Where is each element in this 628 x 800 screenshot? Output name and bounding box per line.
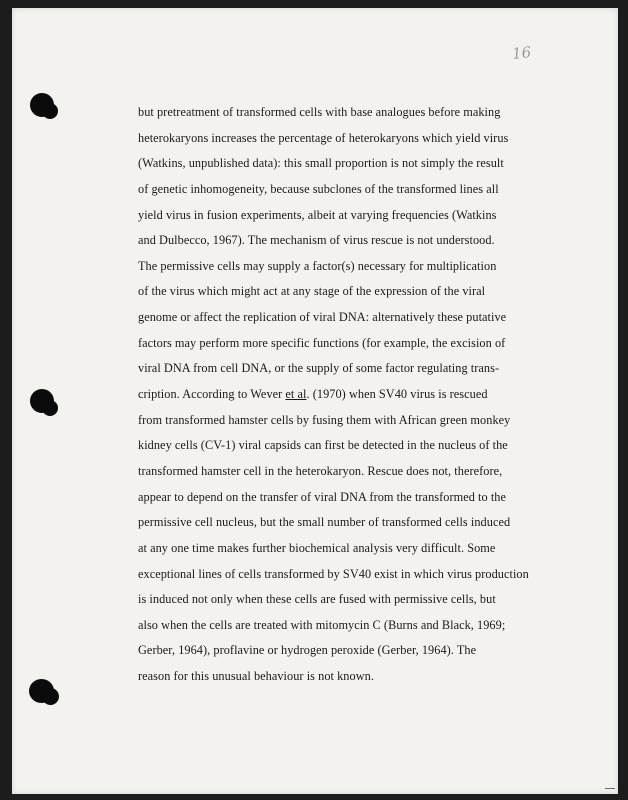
text-line-20: is induced not only when these cells are fused with permissive cells, but	[138, 592, 496, 607]
text-line-3: (Watkins, unpublished data): this small proportion is not simply the result	[138, 156, 504, 171]
document-page	[12, 8, 618, 794]
text-line-9: genome or affect the replication of viral DNA: alternatively these putative	[138, 310, 507, 325]
text-line-1: but pretreatment of transformed cells with base analogues before making	[138, 105, 501, 119]
text-line-10: factors may perform more specific functions (for example, the excision of	[138, 335, 506, 350]
text-line-14: kidney cells (CV-1) viral capsids can first be detected in the nucleus of the	[138, 438, 508, 453]
handwritten-page-number: 16	[511, 43, 532, 63]
text-line-17: permissive cell nucleus, but the small number of transformed cells induced	[138, 515, 511, 530]
text-line-19: exceptional lines of cells transformed by SV40 exist in which virus production	[138, 566, 529, 581]
text-line-5: yield virus in fusion experiments, albeit at varying frequencies (Watkins	[138, 207, 497, 222]
text-segment: cription. According to Wever	[138, 387, 286, 402]
text-line-15: transformed hamster cell in the heterokaryon. Rescue does not, therefore,	[138, 463, 503, 478]
text-line-21: also when the cells are treated with mitomycin C (Burns and Black, 1969;	[138, 617, 506, 632]
text-line-23: reason for this unusual behaviour is not known.	[138, 669, 374, 684]
text-segment: . (1970) when SV40 virus is rescued	[306, 387, 488, 402]
text-line-2: heterokaryons increases the percentage of heterokaryons which yield virus	[138, 130, 509, 145]
text-line-12	[138, 382, 610, 408]
text-line-8: of the virus which might act at any stage of the expression of the viral	[138, 284, 486, 299]
citation-et-al: et al	[285, 387, 307, 402]
text-line-11: viral DNA from cell DNA, or the supply of some factor regulating trans-	[138, 361, 500, 376]
text-line-7: The permissive cells may supply a factor(s) necessary for multiplication	[138, 258, 497, 273]
text-line-4: of genetic inhomogeneity, because subclones of the transformed lines all	[138, 181, 499, 196]
text-line-18: at any one time makes further biochemical analysis very difficult. Some	[138, 540, 496, 555]
text-line-16: appear to depend on the transfer of viral DNA from the transformed to the	[138, 489, 506, 504]
edge-mark	[605, 788, 615, 789]
body-text	[138, 100, 610, 690]
text-line-22: Gerber, 1964), proflavine or hydrogen peroxide (Gerber, 1964). The	[138, 643, 477, 658]
text-line-6: and Dulbecco, 1967). The mechanism of virus rescue is not understood.	[138, 233, 495, 248]
text-line-13: from transformed hamster cells by fusing them with African green monkey	[138, 412, 511, 427]
